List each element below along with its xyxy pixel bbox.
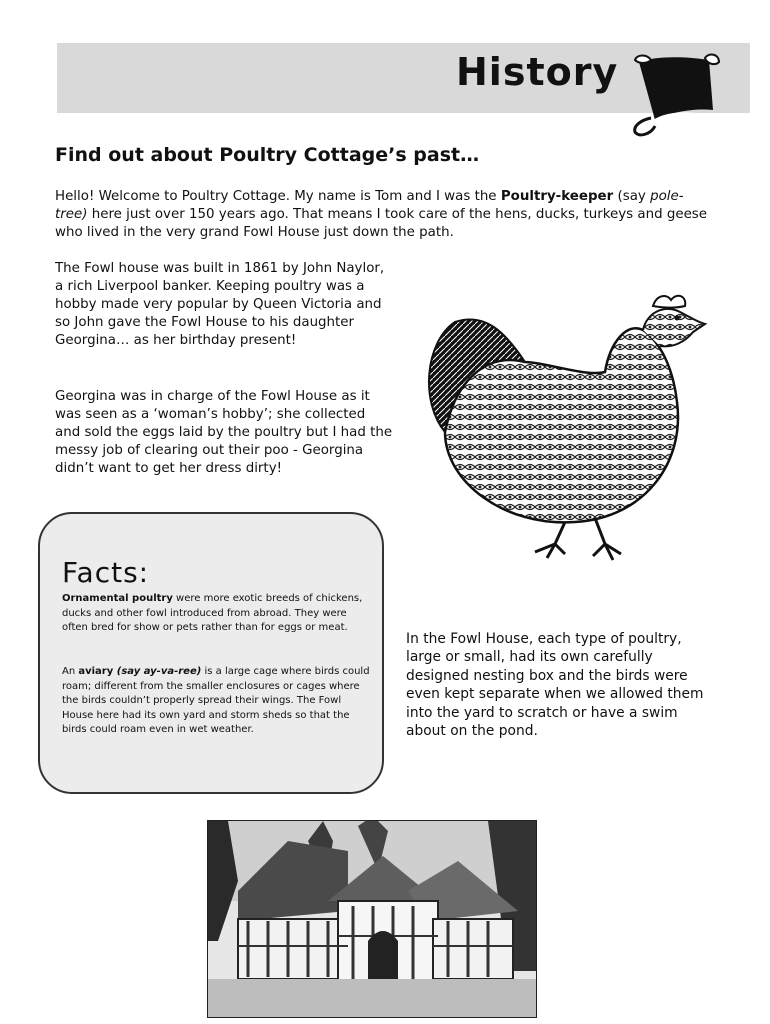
scroll-icon: [625, 50, 725, 140]
page-title: History: [456, 50, 619, 94]
hen-illustration: [415, 282, 715, 562]
fowl-house-photo: [207, 820, 537, 1018]
intro-paragraph: Hello! Welcome to Poultry Cottage. My name is Tom and I was the Poultry-keeper (say pole-tree) here just over 150 years ago. That means I took care of the hens, ducks, turkeys and geese who lived in the very grand Fowl House just down the path.: [55, 189, 708, 240]
fowl-house-paragraph: In the Fowl House, each type of poultry, large or small, had its own carefully designed nesting box and the birds were even kept separate when we allowed them into the yard to scratch or have a swim about on the pond.: [406, 631, 704, 740]
poultry-keeper-term: Poultry-keeper: [500, 189, 614, 204]
facts-box: [38, 512, 384, 794]
fact-ornamental-poultry: Ornamental poultry were more exotic breeds of chickens, ducks and other fowl introduced from abroad. They were often bred for show or pets rather than for eggs or meat.: [62, 593, 363, 634]
history-paragraph-2: Georgina was in charge of the Fowl House as it was seen as a ‘woman’s hobby’; she collected and sold the eggs laid by the poultry but I had the messy job of clearing out their poo - Georgina didn’t want to get her dress dirty!: [55, 389, 393, 476]
facts-title: Facts:: [62, 556, 150, 589]
history-paragraph-1: The Fowl house was built in 1861 by John Naylor, a rich Liverpool banker. Keeping poultry was a hobby made very popular by Queen Victoria and so John gave the Fowl House to his daughter Georgina… as her birthday present!: [55, 261, 385, 348]
section-heading: Find out about Poultry Cottage’s past…: [55, 144, 480, 166]
fact-aviary: An aviary (say ay-va-ree) is a large cage where birds could roam; different from the smaller enclosures or cages where the birds couldn’t properly spread their wings. The Fowl House here had its own yard and storm sheds so that the birds could roam even in wet weather.: [62, 666, 370, 736]
